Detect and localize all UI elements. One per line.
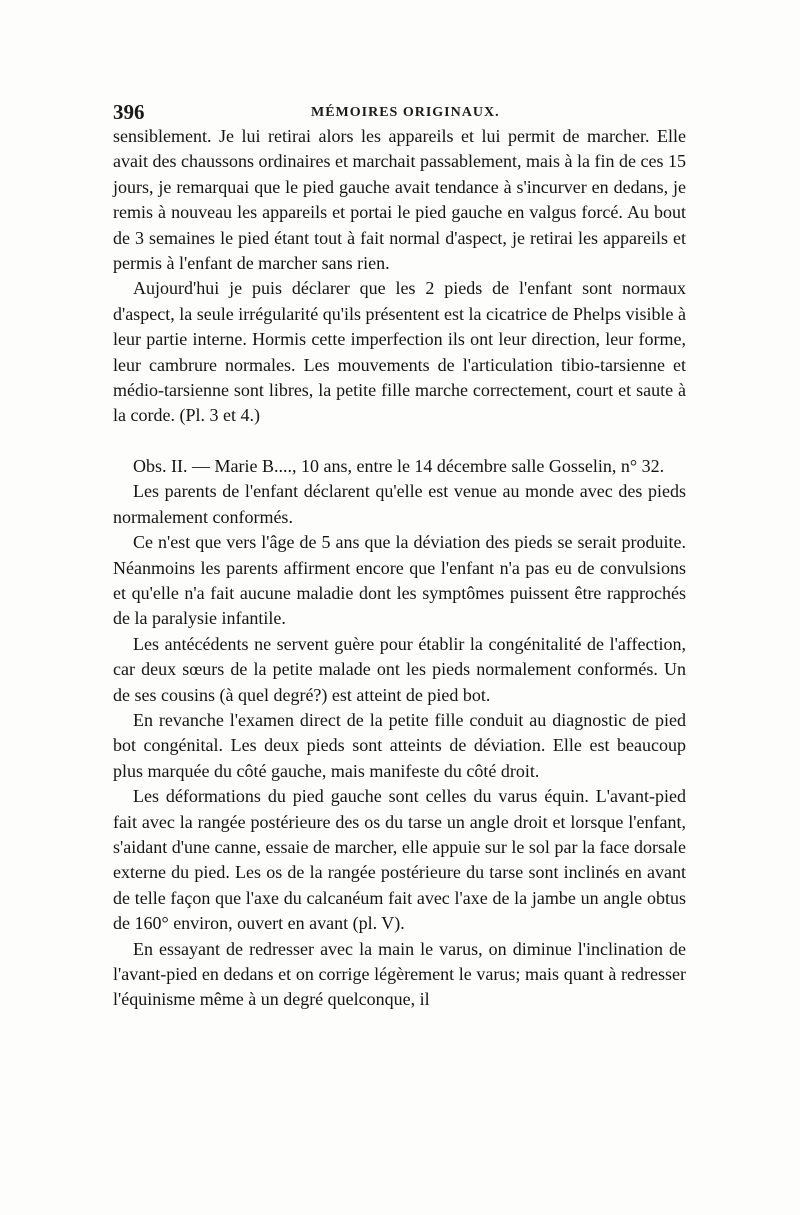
page-number: 396 (113, 100, 145, 124)
paragraph: Les déformations du pied gauche sont celles du varus équin. L'avant-pied fait avec la rangée postérieure des os du tarse un angle droit et lorsque l'enfant, s'aidant d'une canne, essaie de marcher, elle appuie sur le sol par la face dorsale externe du pied. Les os de la rangée postérieure du tarse sont inclinés en avant de telle façon que l'axe du calcanéum fait avec l'axe de la jambe un angle obtus de 160° environ, ouvert en avant (pl. V). (113, 786, 686, 934)
observation-heading: Obs. II. — Marie B...., 10 ans, entre le 14 décembre salle Gosselin, n° 32. (133, 455, 665, 476)
paragraph: En essayant de redresser avec la main le varus, on diminue l'inclination de l'avant-pied en dedans et on corrige légèrement le varus; mais quant à redresser l'équinisme même à un degré quelconque, il (113, 938, 686, 1010)
paragraph: En revanche l'examen direct de la petite fille conduit au diagnostic de pied bot congénital. Les deux pieds sont atteints de déviation. Elle est beaucoup plus marquée du côté gauche, mais manifeste du côté droit. (113, 709, 686, 781)
paragraph: Aujourd'hui je puis déclarer que les 2 pieds de l'enfant sont normaux d'aspect, la seule irrégularité qu'ils présentent est la cicatrice de Phelps visible à leur partie interne. Hormis cette imperfection ils ont leur direction, leur forme, leur cambrure normales. Les mouvements de l'articulation tibio-tarsienne et médio-tarsienne sont libres, la petite fille marche correctement, court et saute à la corde. (Pl. 3 et 4.) (113, 278, 686, 426)
journal-title: MÉMOIRES ORIGINAUX. (311, 105, 500, 120)
body-text (113, 124, 686, 1013)
paragraph: Les antécédents ne servent guère pour établir la congénitalité de l'affection, car deux sœurs de la petite malade ont les pieds normalement conformés. Un de ses cousins (à quel degré?) est atteint de pied bot. (113, 633, 686, 705)
running-header (113, 100, 693, 126)
paragraph-continued: sensiblement. Je lui retirai alors les appareils et lui permit de marcher. Elle avait des chaussons ordinaires et marchait passablement, mais à la fin de ces 15 jours, je remarquai que le pied gauche avait tendance à s'incurver en dedans, je remis à nouveau les appareils et portai le pied gauche en valgus forcé. Au bout de 3 semaines le pied étant tout à fait normal d'aspect, je retirai les appareils et permis à l'enfant de marcher sans rien. (113, 126, 686, 274)
paragraph: Les parents de l'enfant déclarent qu'elle est venue au monde avec des pieds normalement conformés. (113, 481, 686, 527)
paragraph: Ce n'est que vers l'âge de 5 ans que la déviation des pieds se serait produite. Néanmoins les parents affirment encore que l'enfant n'a pas eu de convulsions et qu'elle n'a fait aucune maladie dont les symptômes puissent être rapprochés de la paralysie infantile. (113, 532, 686, 629)
